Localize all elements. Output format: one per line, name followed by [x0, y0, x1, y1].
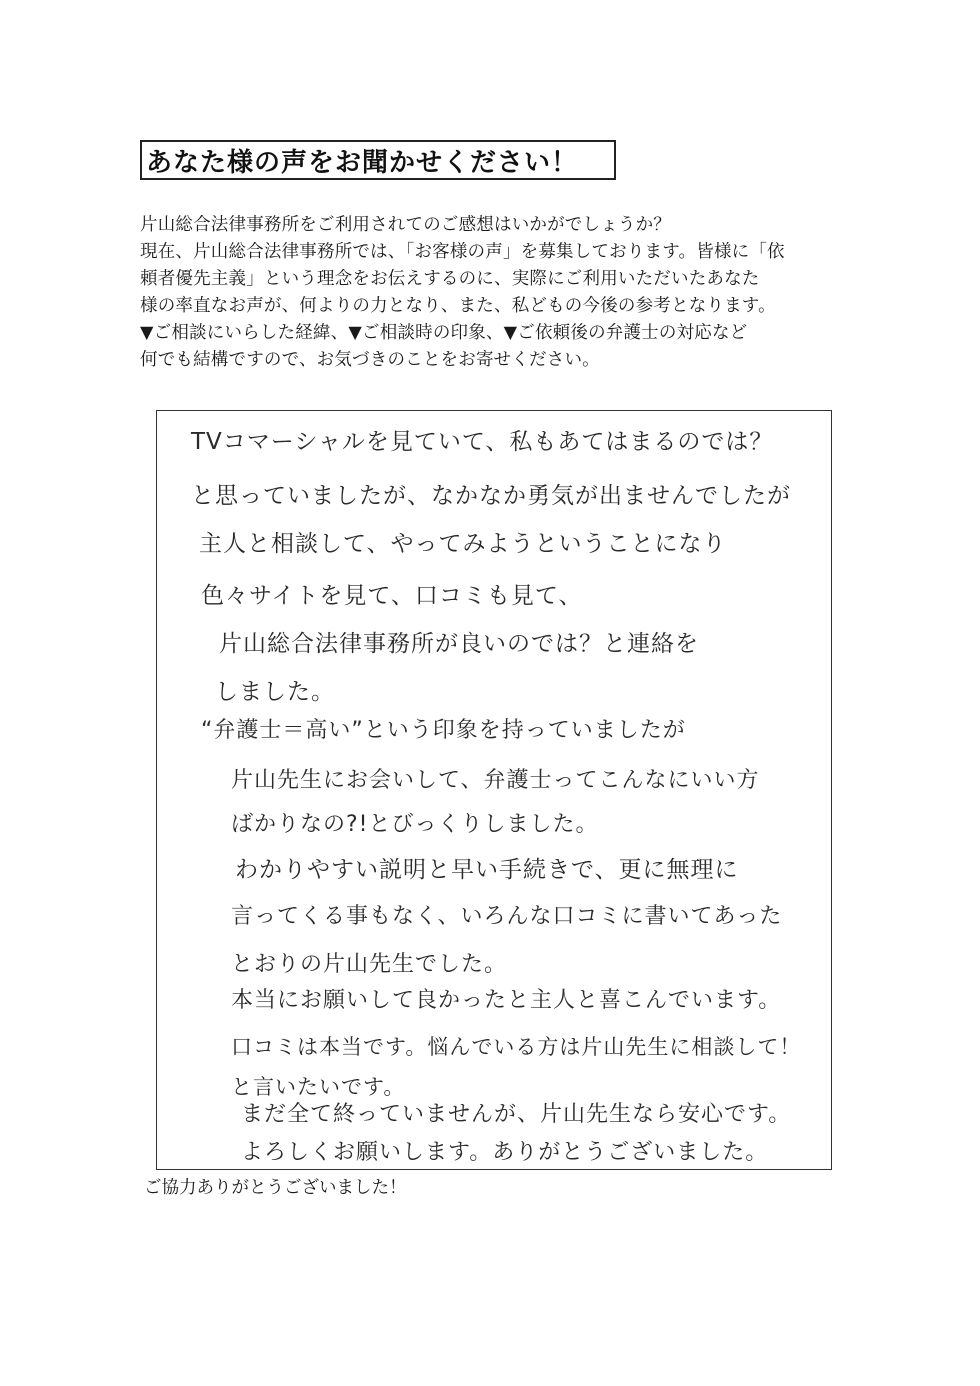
intro-line: 何でも結構ですので、お気づきのことをお寄せください。: [140, 350, 600, 370]
handwritten-line: 片山総合法律事務所が良いのでは？と連絡を: [219, 631, 699, 657]
handwritten-line: と言いたいです。: [231, 1075, 406, 1099]
intro-line: 様の率直なお声が、何よりの力となり、また、私どもの今後の参考となります。: [140, 296, 776, 316]
intro-line: 頼者優先主義」という理念をお伝えするのに、実際にご利用いただいたあなた: [140, 269, 760, 289]
thank-you-footer: ご協力ありがとうございました！: [144, 1178, 407, 1198]
handwritten-line: 本当にお願いして良かったと主人と喜こんでいます。: [231, 988, 782, 1013]
handwritten-line: 片山先生にお会いして、弁護士ってこんなにいい方: [231, 768, 760, 793]
intro-line: 片山総合法律事務所をご利用されてのご感想はいかがでしょうか？: [140, 215, 671, 235]
handwritten-line: とおりの片山先生でした。: [231, 952, 508, 977]
handwritten-line: ばかりなの?!とびっくりしました。: [231, 812, 599, 837]
intro-line: ▼ご相談にいらした経緯、▼ご相談時の印象、▼ご依頼後の弁護士の対応など: [140, 323, 748, 343]
handwritten-line: “弁護士＝高い”という印象を持っていましたが: [201, 718, 686, 743]
answer-box: [156, 410, 832, 1170]
handwritten-line: と思っていましたが、なかなか勇気が出ませんでしたが: [191, 483, 791, 509]
form-title-box: [140, 140, 616, 180]
form-title: あなた様の声をお聞かせください！: [146, 147, 579, 178]
handwritten-line: 口コミは本当です。悩んでいる方は片山先生に相談して！: [231, 1035, 802, 1059]
handwritten-line: わかりやすい説明と早い手続きで、更に無理に: [235, 857, 739, 883]
handwritten-line: しました。: [215, 679, 335, 705]
handwritten-line: 色々サイトを見て、口コミも見て、: [201, 583, 583, 609]
handwritten-line: TVコマーシャルを見ていて、私もあてはまるのでは？: [191, 429, 774, 455]
intro-line: 現在、片山総合法律事務所では、「お客様の声」を募集しております。皆様に「依: [140, 242, 785, 262]
intro-paragraph: [140, 212, 844, 374]
handwritten-line: 言ってくる事もなく、いろんな口コミに書いてあった: [231, 904, 783, 929]
handwritten-line: よろしくお願いします。ありがとうございました。: [241, 1140, 769, 1165]
handwritten-line: 主人と相談して、やってみようということになり: [199, 531, 727, 557]
handwritten-line: まだ全て終っていませんが、片山先生なら安心です。: [241, 1102, 792, 1127]
